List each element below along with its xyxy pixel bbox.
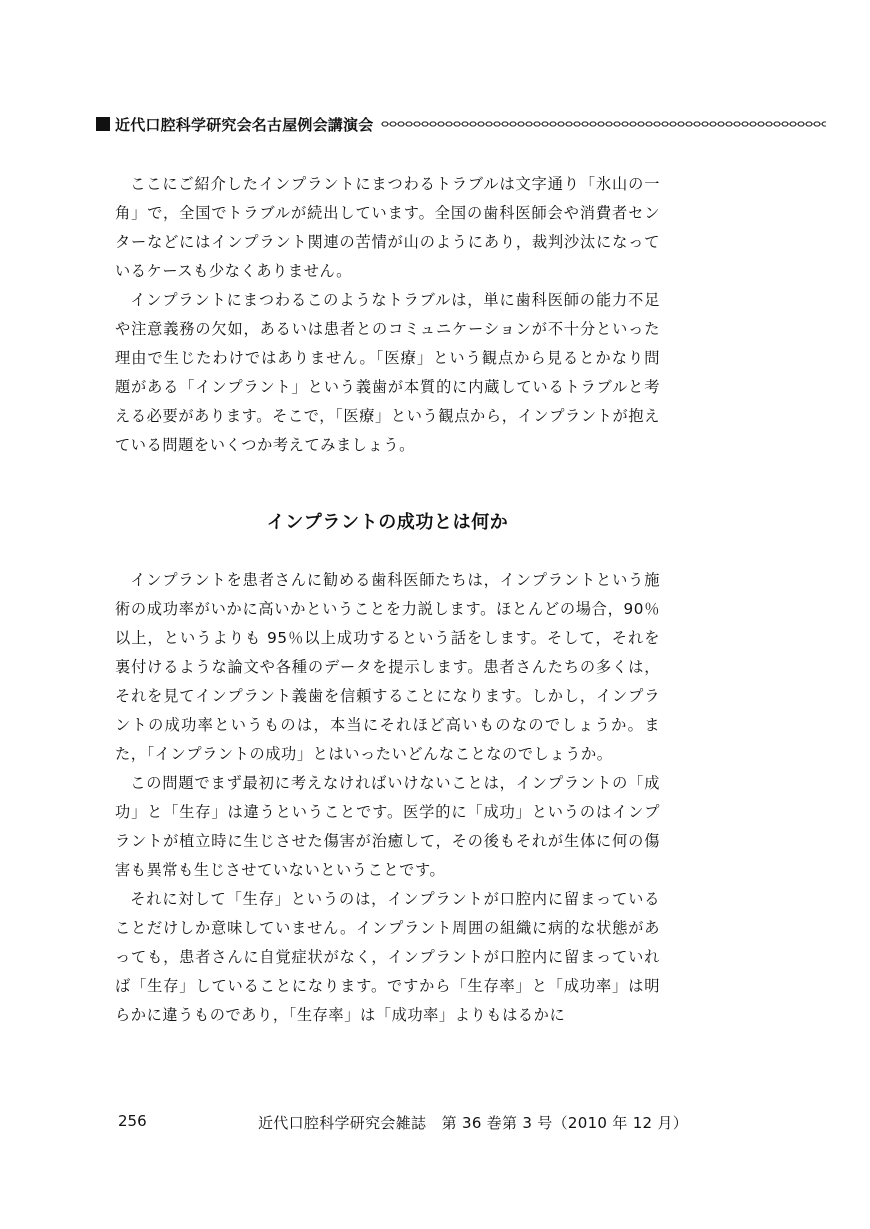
intro-text [115, 170, 660, 460]
running-header [96, 112, 826, 136]
paragraph: この問題でまず最初に考えなければいけないことは，インプラントの「成功」と「生存」は違うということです。医学的に「成功」というのはインプラントが植立時に生じさせた傷害が治癒して，その後もそれが生体に何の傷害も異常も生じさせていないということです。 [115, 774, 660, 879]
paragraph: インプラントを患者さんに勧める歯科医師たちは，インプラントという施術の成功率がいかに高いかということを力説します。ほとんどの場合，90％以上，というよりも 95％以上成功するという話をします。そして，それを裏付けるような論文や各種のデータを提示します。患者さんたちの多くは，それを見てインプラント義歯を信頼することになります。しかし，インプラントの成功率というものは，本当にそれほど高いものなのでしょうか。また，「インプラントの成功」とはいったいどんなことなのでしょうか。 [115, 571, 660, 763]
journal-citation: 近代口腔科学研究会雑誌 第 36 巻第 3 号（2010 年 12 月） [258, 1114, 689, 1132]
black-square-icon [96, 117, 110, 131]
paragraph: ここにご紹介したインプラントにまつわるトラブルは文字通り「氷山の一角」で，全国でトラブルが続出しています。全国の歯科医師会や消費者センターなどにはインプラント関連の苦情が山のようにあり，裁判沙汰になっているケースも少なくありません。 [115, 175, 660, 280]
section-heading: インプラントの成功とは何か [266, 512, 509, 533]
chain-ornament-rule [381, 119, 826, 129]
page-number: 256 [118, 1112, 147, 1130]
section-text [115, 566, 660, 1030]
paragraph: インプラントにまつわるこのようなトラブルは，単に歯科医師の能力不足や注意義務の欠如，あるいは患者とのコミュニケーションが不十分といった理由で生じたわけではありません。「医療」という観点から見るとかなり問題がある「インプラント」という義歯が本質的に内蔵しているトラブルと考える必要があります。そこで，「医療」という観点から，インプラントが抱えている問題をいくつか考えてみましょう。 [115, 291, 660, 454]
header-title: 近代口腔科学研究会名古屋例会講演会 [115, 115, 374, 134]
paragraph: それに対して「生存」というのは，インプラントが口腔内に留まっていることだけしか意味していません。インプラント周囲の組織に病的な状態があっても，患者さんに自覚症状がなく，インプラントが口腔内に留まっていれば「生存」していることになります。ですから「生存率」と「成功率」は明らかに違うものであり，「生存率」は「成功率」よりもはるかに [115, 890, 660, 1024]
